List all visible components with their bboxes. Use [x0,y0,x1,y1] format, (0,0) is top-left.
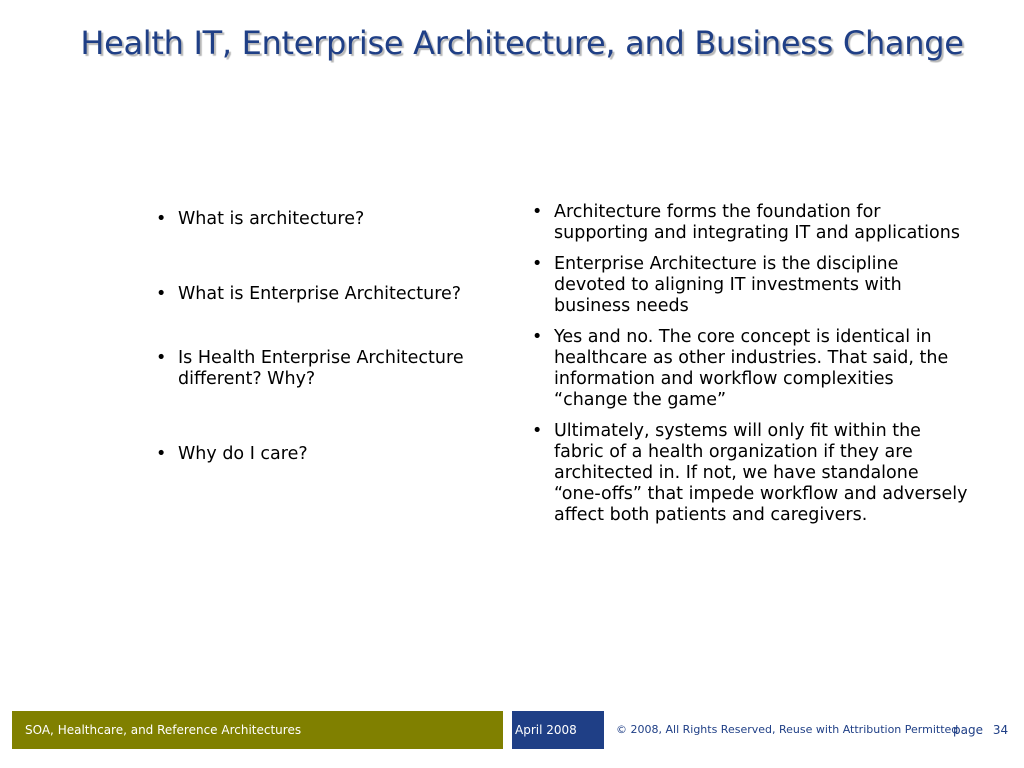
question-item: • Why do I care? [152,444,522,465]
copyright-notice: © 2008, All Rights Reserved, Reuse with Attribution Permitted [616,723,959,736]
presentation-date: April 2008 [512,711,604,749]
presentation-title: SOA, Healthcare, and Reference Architectures [12,711,503,749]
answer-item: • Yes and no. The core concept is identical in healthcare as other industries. That said, the information and workflow complexities “change the game” [528,327,968,411]
answer-item: • Ultimately, systems will only fit within the fabric of a health organization if they are architected in. If not, we have standalone “one-offs” that impede workflow and adversely affect both patients and caregivers. [528,421,968,526]
answer-item: • Architecture forms the foundation for supporting and integrating IT and applications [528,202,968,244]
page-number: 34 [992,723,1009,737]
answer-list [528,202,968,526]
slide-footer [0,711,1024,749]
question-item: • Is Health Enterprise Architecture different? Why? [152,348,522,390]
question-list [152,209,522,465]
question-item: • What is Enterprise Architecture? [152,284,522,305]
page-label: page [953,723,983,737]
slide-title: Health IT, Enterprise Architecture, and Business Change [80,24,964,62]
question-item: • What is architecture? [152,209,522,230]
page-indicator [953,711,1008,749]
answer-item: • Enterprise Architecture is the discipline devoted to aligning IT investments with business needs [528,254,968,317]
